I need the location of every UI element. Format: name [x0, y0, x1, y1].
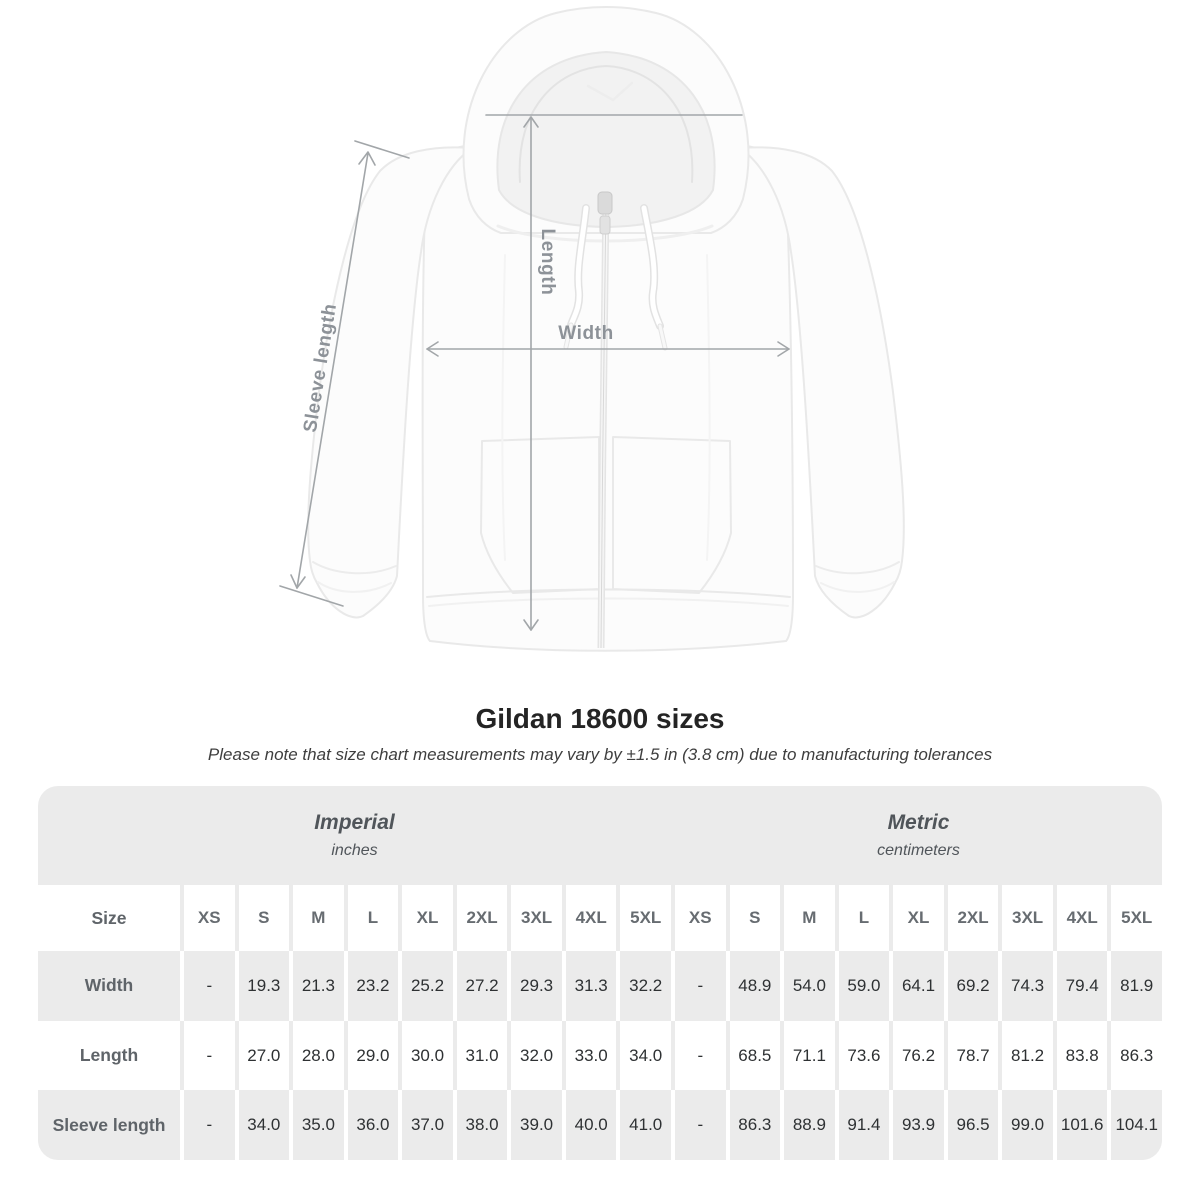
hoodie-pocket-right — [613, 437, 731, 593]
value-cell: 30.0 — [402, 1021, 453, 1091]
size-header-cell: Size — [38, 885, 180, 951]
size-header-cell: 3XL — [1002, 885, 1053, 951]
value-cell: 69.2 — [948, 951, 999, 1021]
value-cell: - — [184, 1021, 235, 1091]
value-cell: 25.2 — [402, 951, 453, 1021]
value-cell: 27.2 — [457, 951, 508, 1021]
size-header-cell: XS — [184, 885, 235, 951]
imperial-title: Imperial — [314, 810, 395, 834]
zipper-slider — [598, 192, 612, 214]
value-cell: 54.0 — [784, 951, 835, 1021]
size-header-cell: XS — [675, 885, 726, 951]
value-cell: 32.2 — [620, 951, 671, 1021]
row-label-cell: Width — [38, 951, 180, 1021]
length-measure-label: Length — [537, 228, 558, 296]
value-cell: - — [675, 1021, 726, 1091]
value-cell: 41.0 — [620, 1090, 671, 1160]
value-cell: 79.4 — [1057, 951, 1108, 1021]
value-cell: 31.0 — [457, 1021, 508, 1091]
value-cell: 86.3 — [730, 1090, 781, 1160]
value-cell: 81.9 — [1111, 951, 1162, 1021]
value-cell: 74.3 — [1002, 951, 1053, 1021]
size-header-cell: 3XL — [511, 885, 562, 951]
row-label-cell: Sleeve length — [38, 1090, 180, 1160]
value-cell: 40.0 — [566, 1090, 617, 1160]
page-subtitle: Please note that size chart measurements may vary by ±1.5 in (3.8 cm) due to manufacturing tolerances — [207, 745, 993, 764]
table-row — [38, 951, 1162, 1021]
value-cell: 29.3 — [511, 951, 562, 1021]
value-cell: 73.6 — [839, 1021, 890, 1091]
size-header-cell: 5XL — [1111, 885, 1162, 951]
value-cell: 28.0 — [293, 1021, 344, 1091]
size-header-cell: 5XL — [620, 885, 671, 951]
value-cell: 71.1 — [784, 1021, 835, 1091]
unit-group-imperial — [38, 786, 671, 885]
value-cell: 39.0 — [511, 1090, 562, 1160]
zipper-pull — [600, 216, 610, 234]
value-cell: - — [675, 951, 726, 1021]
size-header-cell: M — [293, 885, 344, 951]
size-header-cell: XL — [402, 885, 453, 951]
size-header-cell: XL — [893, 885, 944, 951]
value-cell: 34.0 — [239, 1090, 290, 1160]
value-cell: 104.1 — [1111, 1090, 1162, 1160]
value-cell: 96.5 — [948, 1090, 999, 1160]
value-cell: 32.0 — [511, 1021, 562, 1091]
value-cell: 29.0 — [348, 1021, 399, 1091]
metric-title: Metric — [887, 810, 950, 834]
unit-band — [38, 786, 1162, 885]
size-header-cell: S — [730, 885, 781, 951]
value-cell: 27.0 — [239, 1021, 290, 1091]
value-cell: 93.9 — [893, 1090, 944, 1160]
size-header-cell: 2XL — [457, 885, 508, 951]
value-cell: 35.0 — [293, 1090, 344, 1160]
value-cell: - — [184, 1090, 235, 1160]
imperial-sublabel: inches — [331, 841, 378, 859]
value-cell: 78.7 — [948, 1021, 999, 1091]
table-row — [38, 1021, 1162, 1091]
value-cell: 21.3 — [293, 951, 344, 1021]
hoodie-pocket-left — [481, 437, 599, 593]
size-header-row — [38, 885, 1162, 951]
size-header-cell: 2XL — [948, 885, 999, 951]
page-title: Gildan 18600 sizes — [475, 703, 725, 734]
value-cell: 83.8 — [1057, 1021, 1108, 1091]
size-header-cell: 4XL — [1057, 885, 1108, 951]
value-cell: 101.6 — [1057, 1090, 1108, 1160]
value-cell: 33.0 — [566, 1021, 617, 1091]
value-cell: 19.3 — [239, 951, 290, 1021]
value-cell: 37.0 — [402, 1090, 453, 1160]
metric-sublabel: centimeters — [877, 841, 960, 859]
value-cell: 76.2 — [893, 1021, 944, 1091]
value-cell: 31.3 — [566, 951, 617, 1021]
value-cell: - — [675, 1090, 726, 1160]
value-cell: 36.0 — [348, 1090, 399, 1160]
width-measure-label: Width — [558, 323, 614, 344]
value-cell: 99.0 — [1002, 1090, 1053, 1160]
row-label-cell: Length — [38, 1021, 180, 1091]
sleeve-length-measure-label: Sleeve length — [299, 301, 342, 434]
value-cell: 86.3 — [1111, 1021, 1162, 1091]
table-row — [38, 1090, 1162, 1160]
size-header-cell: S — [239, 885, 290, 951]
sleeve-extension-top — [355, 141, 409, 158]
value-cell: 48.9 — [730, 951, 781, 1021]
value-cell: 23.2 — [348, 951, 399, 1021]
value-cell: 91.4 — [839, 1090, 890, 1160]
value-cell: 38.0 — [457, 1090, 508, 1160]
value-cell: 64.1 — [893, 951, 944, 1021]
value-cell: - — [184, 951, 235, 1021]
size-header-cell: L — [839, 885, 890, 951]
value-cell: 88.9 — [784, 1090, 835, 1160]
value-cell: 68.5 — [730, 1021, 781, 1091]
value-cell: 81.2 — [1002, 1021, 1053, 1091]
size-table — [38, 786, 1162, 1160]
size-header-cell: M — [784, 885, 835, 951]
value-cell: 34.0 — [620, 1021, 671, 1091]
unit-group-metric — [675, 786, 1162, 885]
value-cell: 59.0 — [839, 951, 890, 1021]
size-header-cell: L — [348, 885, 399, 951]
size-header-cell: 4XL — [566, 885, 617, 951]
